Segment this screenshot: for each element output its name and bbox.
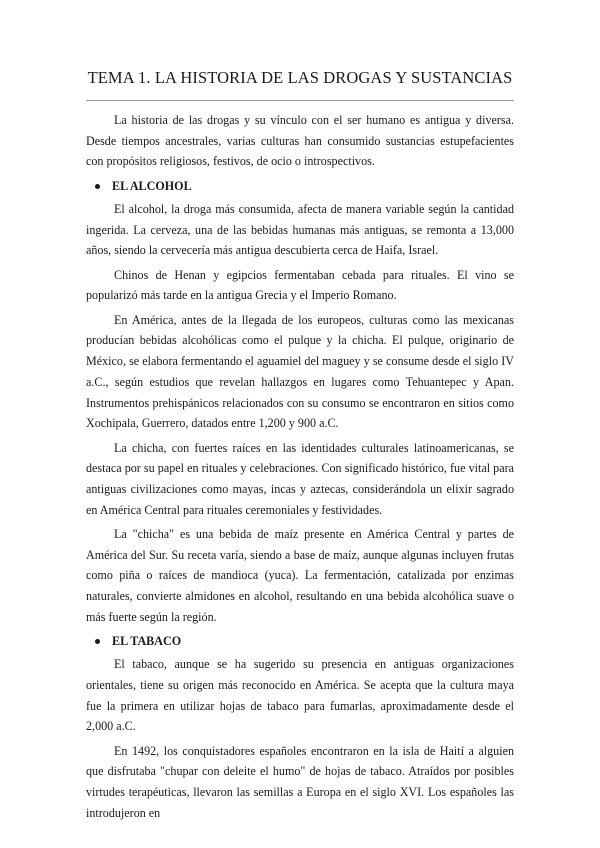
section-heading-alcohol (86, 176, 514, 197)
alcohol-paragraph: La chicha, con fuertes raíces en las identidades culturales latinoamericanas, se destaca por su papel en rituales y celebraciones. Con significado histórico, fue vital para antiguas civilizaciones como mayas, incas y aztecas, considerándola un elixir sagrado en América Central para rituales ceremoniales y festividades. (86, 440, 514, 517)
tabaco-paragraph: El tabaco, aunque se ha sugerido su presencia en antiguas organizaciones orientales, tiene su origen más reconocido en América. Se acepta que la cultura maya fue la primera en utilizar hojas de tabaco para fumarlas, aproximadamente desde el 2,000 a.C. (86, 657, 514, 734)
intro-paragraph: La historia de las drogas y su vínculo con el ser humano es antigua y diversa. Desde tiempos ancestrales, varias culturas han consumido sustancias estupefacientes con propósitos religiosos, festivos, de ocio o introspectivos. (86, 113, 514, 169)
alcohol-paragraph: La "chicha" es una bebida de maíz presente en América Central y partes de América del Sur. Su receta varía, siendo a base de maíz, aunque algunas incluyen frutas como piña o raíces de mandioca (yuca). La fermentación, catalizada por enzimas naturales, convierte almidones en alcohol, resultando en una bebida alcohólica suave o más fuerte según la región. (86, 526, 514, 624)
bullet-icon (95, 639, 100, 644)
alcohol-paragraph: Chinos de Henan y egipcios fermentaban cebada para rituales. El vino se popularizó más tarde en la antigua Grecia y el Imperio Romano. (86, 267, 514, 303)
section-heading-text: EL TABACO (112, 634, 182, 649)
section-heading-text: EL ALCOHOL (112, 178, 192, 193)
alcohol-paragraph: En América, antes de la llegada de los europeos, culturas como las mexicanas producían bebidas alcohólicas como el pulque y la chicha. El pulque, originario de México, se elabora fermentando el aguamiel del maguey y se consume desde el siglo IV a.C., según estudios que revelan hallazgos en lugares como Tehuantepec y Apan. Instrumentos prehispánicos relacionados con su consumo se encontraron en sitios como Xochipala, Guerrero, datados entre 1,200 y 900 a.C. (86, 312, 514, 431)
alcohol-paragraph: El alcohol, la droga más consumida, afecta de manera variable según la cantidad ingerida. La cerveza, una de las bebidas humanas más antiguas, se remonta a 13,000 años, siendo la cervecería más antigua descubierta cerca de Haifa, Israel. (86, 202, 514, 258)
document-body (86, 110, 514, 824)
document-title: TEMA 1. LA HISTORIA DE LAS DROGAS Y SUSTANCIAS (87, 68, 513, 87)
title-divider (86, 100, 514, 101)
tabaco-paragraph: En 1492, los conquistadores españoles encontraron en la isla de Haití a alguien que disfrutaba "chupar con deleite el humo" de hojas de tabaco. Atraídos por posibles virtudes terapéuticas, llevaron las semillas a Europa en el siglo XVI. Los españoles las introdujeron en (86, 743, 514, 820)
section-heading-tabaco (86, 631, 514, 652)
bullet-icon (95, 184, 100, 189)
